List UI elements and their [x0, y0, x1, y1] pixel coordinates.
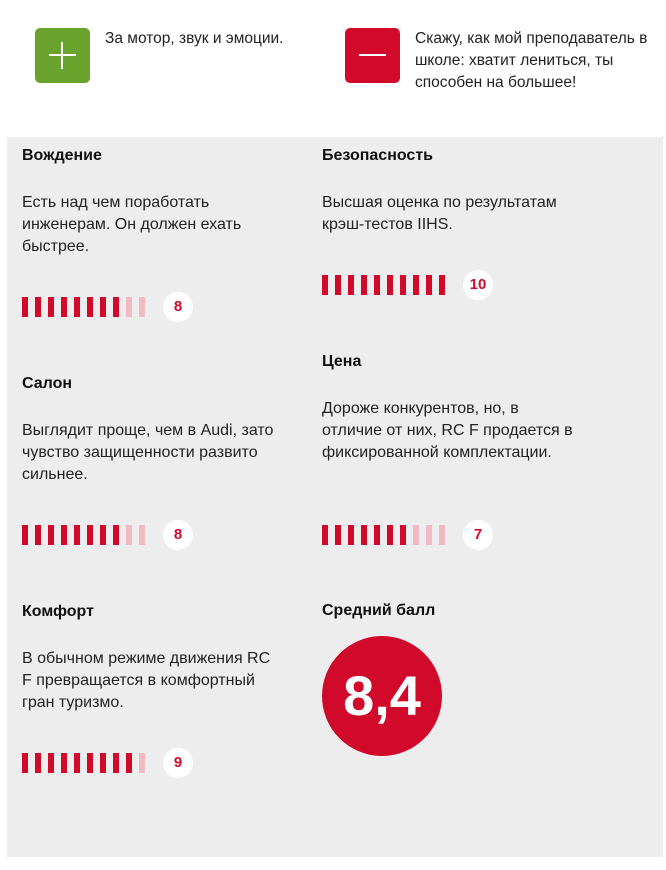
category-driving: [22, 146, 282, 315]
score-segment: [113, 525, 119, 545]
plus-icon: [35, 28, 90, 83]
score-segment: [361, 525, 367, 545]
score-segment: [374, 275, 380, 295]
score-segment: [87, 297, 93, 317]
score-badge: 8: [163, 520, 193, 550]
score-segment: [413, 275, 419, 295]
minus-icon-bar: [359, 54, 386, 56]
score-segment: [35, 297, 41, 317]
score-segment: [22, 753, 28, 773]
category-interior: [22, 374, 282, 543]
score-segment: [35, 525, 41, 545]
score-segment: [61, 525, 67, 545]
score-badge: 10: [463, 270, 493, 300]
score-segment: [126, 525, 132, 545]
category-title: Салон: [22, 375, 73, 392]
category-title: Комфорт: [22, 603, 94, 620]
score-segment: [400, 525, 406, 545]
average-score-title: Средний балл: [322, 602, 436, 619]
score-segment: [48, 525, 54, 545]
score-segment: [61, 753, 67, 773]
minus-icon: [345, 28, 400, 83]
score-segment: [61, 297, 67, 317]
score-segment: [426, 525, 432, 545]
score-segment: [22, 525, 28, 545]
score-badge: 8: [163, 292, 193, 322]
score-segment: [100, 753, 106, 773]
category-comfort: [22, 602, 282, 771]
score-segment: [74, 525, 80, 545]
category-title: Вождение: [22, 147, 102, 164]
plus-icon-vertical: [61, 42, 63, 69]
category-title: Цена: [322, 353, 362, 370]
score-segment: [348, 275, 354, 295]
score-segment: [113, 753, 119, 773]
score-segment: [361, 275, 367, 295]
score-segment: [439, 525, 445, 545]
score-segment: [100, 525, 106, 545]
score-segment: [126, 753, 132, 773]
category-safety: [322, 146, 582, 293]
score-segment: [387, 275, 393, 295]
score-segment: [113, 297, 119, 317]
score-segment: [35, 753, 41, 773]
score-segment: [335, 275, 341, 295]
score-segment: [413, 525, 419, 545]
cons-text: Скажу, как мой преподаватель в школе: хватит лениться, ты способен на большее!: [415, 30, 648, 91]
category-description: Высшая оценка по результатам крэш-тестов IIHS.: [322, 194, 557, 233]
score-segment: [87, 753, 93, 773]
score-segment: [348, 525, 354, 545]
category-description: В обычном режиме движения RC F превращается в комфортный гран туризмо.: [22, 650, 271, 711]
category-price: [322, 352, 582, 543]
pros-text: За мотор, звук и эмоции.: [105, 30, 284, 47]
score-segment: [74, 297, 80, 317]
score-segment: [387, 525, 393, 545]
score-segment: [126, 297, 132, 317]
score-segment: [48, 753, 54, 773]
score-badge: 7: [463, 520, 493, 550]
score-segment: [74, 753, 80, 773]
score-segment: [139, 753, 145, 773]
score-segment: [439, 275, 445, 295]
category-description: Выглядит проще, чем в Audi, зато чувство защищенности развито сильнее.: [22, 422, 274, 483]
score-segment: [335, 525, 341, 545]
category-title: Безопасность: [322, 147, 433, 164]
score-segment: [322, 275, 328, 295]
score-segment: [426, 275, 432, 295]
score-segment: [22, 297, 28, 317]
score-segment: [139, 297, 145, 317]
category-description: Есть над чем поработать инженерам. Он должен ехать быстрее.: [22, 194, 242, 255]
score-segment: [100, 297, 106, 317]
average-score-badge: 8,4: [322, 636, 442, 756]
category-description: Дороже конкурентов, но, в отличие от них, RC F продается в фиксированной комплектации.: [322, 400, 573, 461]
score-segment: [374, 525, 380, 545]
score-segment: [139, 525, 145, 545]
score-badge: 9: [163, 748, 193, 778]
score-segment: [48, 297, 54, 317]
score-segment: [322, 525, 328, 545]
score-segment: [87, 525, 93, 545]
score-segment: [400, 275, 406, 295]
